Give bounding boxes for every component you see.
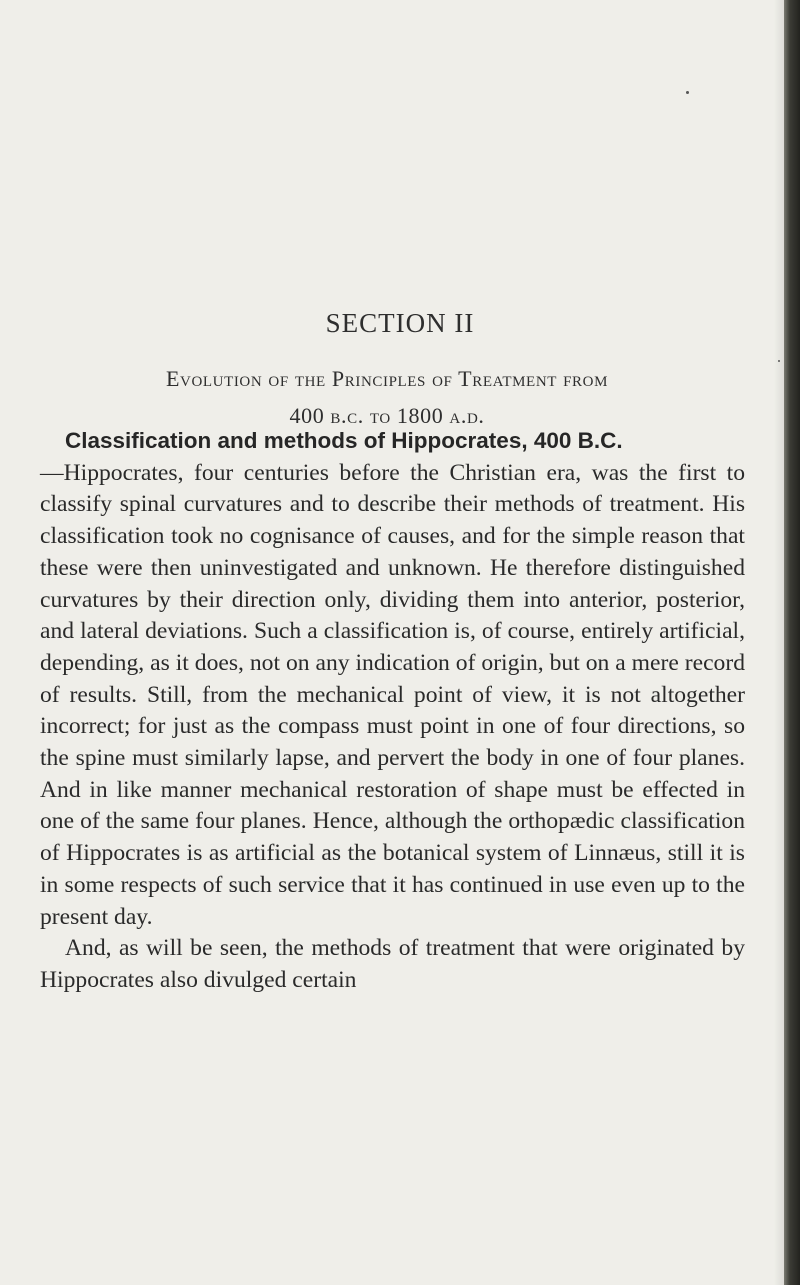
lead-heading: Classification and methods of Hippocrates, 400 B.C. [65,428,623,453]
section-subtitle [37,360,737,434]
section-subtitle-line-1: Evolution of the Principles of Treatment from [165,366,609,391]
scan-speck [686,91,689,94]
book-edge-strip [784,0,800,1285]
paragraph-1-text: —Hippocrates, four centuries before the Christian era, was the first to classify spinal curvatures and to describe their methods of treatment. His classification took no cognisance of causes, and for the simple reason that these were then uninvestigated and unknown. He therefore distinguished curvatures by their direction only, dividing them into anterior, posterior, and lateral deviations. Such a classification is, of course, entirely artificial, depending, as it does, not on any indication of origin, but on a mere record of results. Still, from the mechanical point of view, it is not altogether incorrect; for just as the compass must point in one of four directions, so the spine must similarly lapse, and pervert the body in one of four planes. And in like manner mechanical restoration of shape must be effected in one of the same four planes. Hence, although the orthopædic classification of Hippocrates is as artificial as the botanical system of Linnæus, still it is in some respects of such service that it has continued in use even up to the present day. [40,459,745,930]
section-subtitle-line-2: 400 b.c. to 1800 a.d. [289,403,485,428]
paragraph-2: And, as will be seen, the methods of treatment that were originated by Hippocrates also divulged certain [40,935,745,993]
paragraph-1 [40,425,745,933]
scan-speck [778,360,780,362]
section-heading: SECTION II [325,308,475,338]
page-gutter-shadow [774,0,784,1285]
body-text [40,425,745,997]
